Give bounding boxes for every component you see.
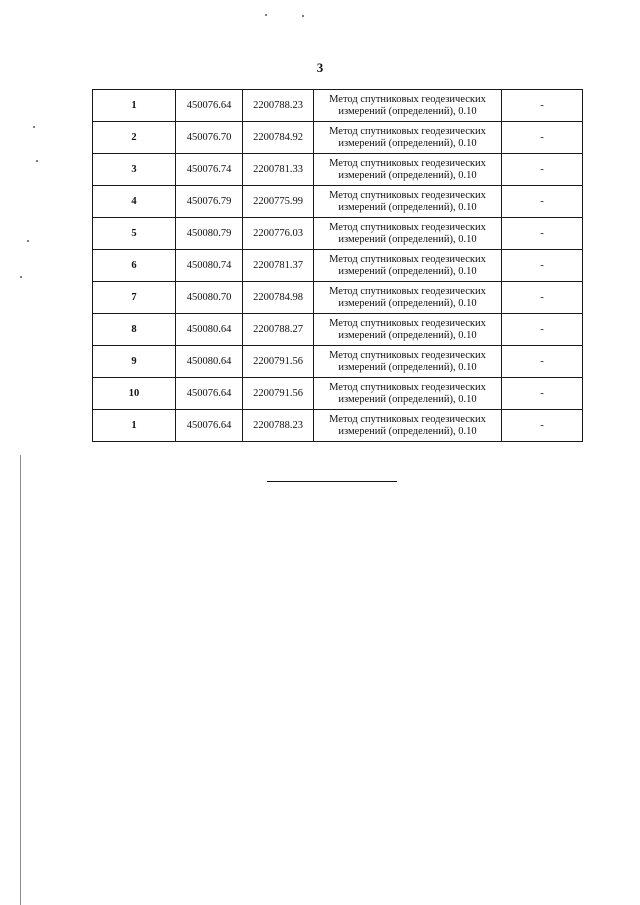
end-of-table-rule [267, 481, 397, 482]
x-coordinate-cell: 450076.64 [176, 90, 243, 122]
y-coordinate-cell: 2200788.27 [243, 314, 314, 346]
method-cell: Метод спутниковых геодезических измерений (определений), 0.10 [314, 282, 502, 314]
table-row [93, 314, 583, 346]
point-number-cell: 8 [93, 314, 176, 346]
table-row [93, 346, 583, 378]
table-row [93, 154, 583, 186]
description-cell: - [502, 186, 583, 218]
x-coordinate-cell: 450076.74 [176, 154, 243, 186]
scan-speck [27, 240, 29, 242]
table-row [93, 282, 583, 314]
point-number-cell: 10 [93, 378, 176, 410]
scan-speck [302, 15, 304, 17]
description-cell: - [502, 314, 583, 346]
scan-speck [20, 276, 22, 278]
method-cell: Метод спутниковых геодезических измерений (определений), 0.10 [314, 410, 502, 442]
x-coordinate-cell: 450080.64 [176, 346, 243, 378]
x-coordinate-cell: 450080.74 [176, 250, 243, 282]
table-row [93, 250, 583, 282]
table-row [93, 186, 583, 218]
table-row [93, 218, 583, 250]
binding-margin-line [20, 455, 21, 905]
description-cell: - [502, 154, 583, 186]
description-cell: - [502, 410, 583, 442]
table-row [93, 122, 583, 154]
description-cell: - [502, 122, 583, 154]
point-number-cell: 7 [93, 282, 176, 314]
description-cell: - [502, 378, 583, 410]
page-number: 3 [316, 60, 324, 75]
method-cell: Метод спутниковых геодезических измерений (определений), 0.10 [314, 378, 502, 410]
point-number-cell: 3 [93, 154, 176, 186]
y-coordinate-cell: 2200788.23 [243, 410, 314, 442]
table-row [93, 410, 583, 442]
y-coordinate-cell: 2200784.98 [243, 282, 314, 314]
x-coordinate-cell: 450076.70 [176, 122, 243, 154]
coordinates-table [92, 89, 583, 442]
y-coordinate-cell: 2200781.37 [243, 250, 314, 282]
description-cell: - [502, 250, 583, 282]
method-cell: Метод спутниковых геодезических измерений (определений), 0.10 [314, 122, 502, 154]
x-coordinate-cell: 450076.64 [176, 410, 243, 442]
table-row [93, 378, 583, 410]
x-coordinate-cell: 450076.64 [176, 378, 243, 410]
y-coordinate-cell: 2200776.03 [243, 218, 314, 250]
description-cell: - [502, 218, 583, 250]
point-number-cell: 4 [93, 186, 176, 218]
coordinates-table-body [93, 90, 583, 442]
description-cell: - [502, 282, 583, 314]
description-cell: - [502, 90, 583, 122]
y-coordinate-cell: 2200784.92 [243, 122, 314, 154]
scan-speck [36, 160, 38, 162]
scan-speck [33, 126, 35, 128]
y-coordinate-cell: 2200788.23 [243, 90, 314, 122]
y-coordinate-cell: 2200791.56 [243, 378, 314, 410]
point-number-cell: 1 [93, 410, 176, 442]
point-number-cell: 2 [93, 122, 176, 154]
y-coordinate-cell: 2200791.56 [243, 346, 314, 378]
method-cell: Метод спутниковых геодезических измерений (определений), 0.10 [314, 90, 502, 122]
description-cell: - [502, 346, 583, 378]
point-number-cell: 6 [93, 250, 176, 282]
table-row [93, 90, 583, 122]
point-number-cell: 1 [93, 90, 176, 122]
x-coordinate-cell: 450080.79 [176, 218, 243, 250]
y-coordinate-cell: 2200775.99 [243, 186, 314, 218]
method-cell: Метод спутниковых геодезических измерений (определений), 0.10 [314, 154, 502, 186]
method-cell: Метод спутниковых геодезических измерений (определений), 0.10 [314, 314, 502, 346]
y-coordinate-cell: 2200781.33 [243, 154, 314, 186]
method-cell: Метод спутниковых геодезических измерений (определений), 0.10 [314, 186, 502, 218]
method-cell: Метод спутниковых геодезических измерений (определений), 0.10 [314, 346, 502, 378]
method-cell: Метод спутниковых геодезических измерений (определений), 0.10 [314, 218, 502, 250]
x-coordinate-cell: 450080.70 [176, 282, 243, 314]
scan-speck [265, 14, 267, 16]
point-number-cell: 5 [93, 218, 176, 250]
x-coordinate-cell: 450076.79 [176, 186, 243, 218]
method-cell: Метод спутниковых геодезических измерений (определений), 0.10 [314, 250, 502, 282]
x-coordinate-cell: 450080.64 [176, 314, 243, 346]
point-number-cell: 9 [93, 346, 176, 378]
